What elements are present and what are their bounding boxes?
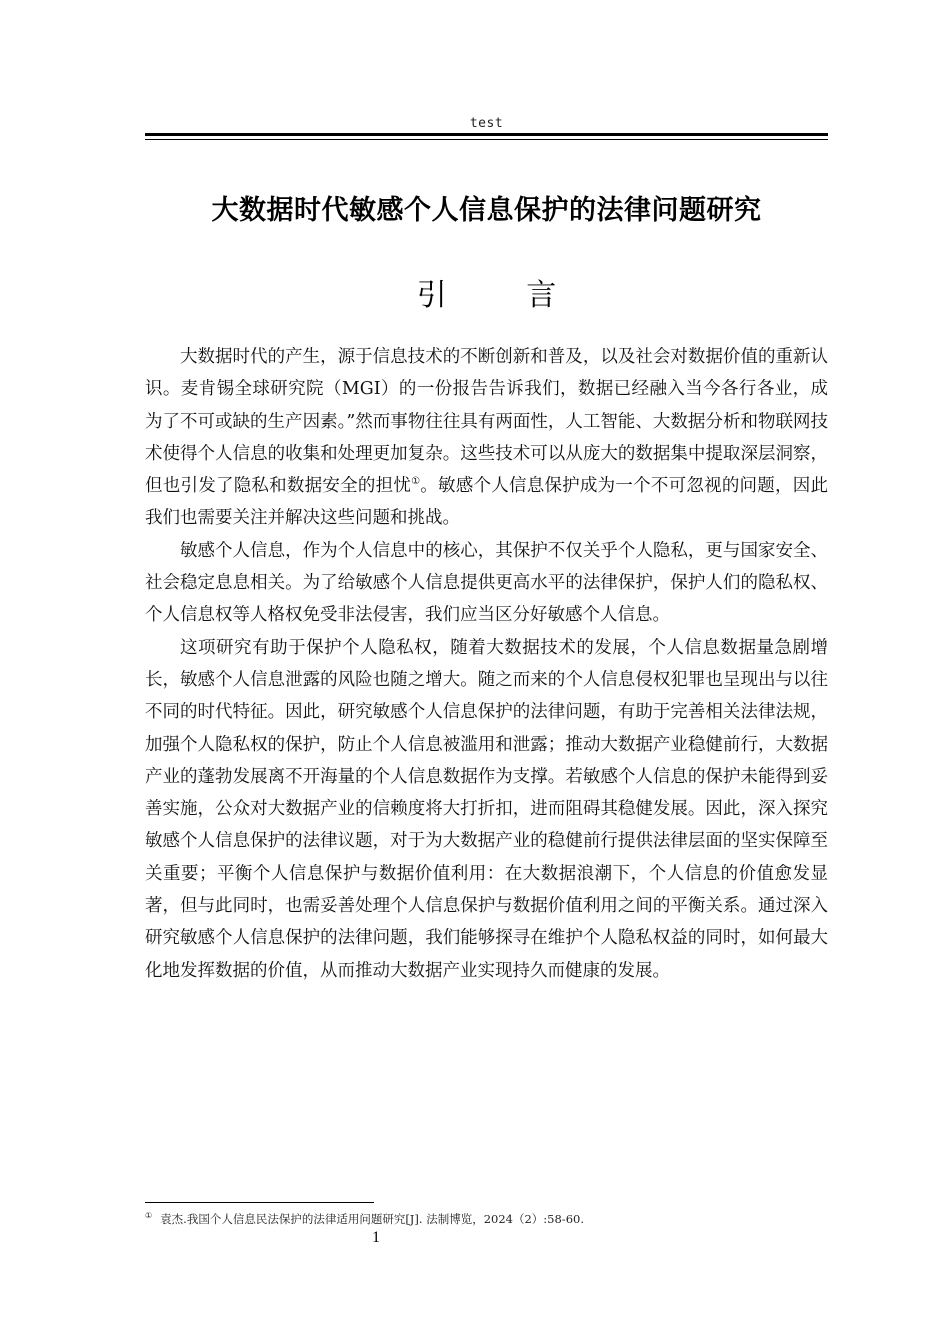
section-title: 引 言 bbox=[416, 278, 581, 313]
paragraph-3: 这项研究有助于保护个人隐私权，随着大数据技术的发展，个人信息数据量急剧增长，敏感个人信息泄露的风险也随之增大。随之而来的个人信息侵权犯罪也呈现出与以往不同的时代特征。因此，研究敏感个人信息保护的法律问题，有助于完善相关法律法规，加强个人隐私权的保护，防止个人信息被滥用和泄露；推动大数据产业稳健前行，大数据产业的蓬勃发展离不开海量的个人信息数据作为支撑。若敏感个人信息的保护未能得到妥善实施，公众对大数据产业的信赖度将大打折扣，进而阻碍其稳健发展。因此，深入探究敏感个人信息保护的法律议题，对于为大数据产业的稳健前行提供法律层面的坚实保障至关重要；平衡个人信息保护与数据价值利用：在大数据浪潮下，个人信息的价值愈发显著，但与此同时，也需妥善处理个人信息保护与数据价值利用之间的平衡关系。通过深入研究敏感个人信息保护的法律问题，我们能够探寻在维护个人隐私权益的同时，如何最大化地发挥数据的价值，从而推动大数据产业实现持久而健康的发展。 bbox=[145, 637, 828, 981]
body-text bbox=[145, 341, 828, 987]
document-title: 大数据时代敏感个人信息保护的法律问题研究 bbox=[211, 195, 762, 226]
paragraph-2: 敏感个人信息，作为个人信息中的核心，其保护不仅关乎个人隐私，更与国家安全、社会稳定息息相关。为了给敏感个人信息提供更高水平的法律保护，保护人们的隐私权、个人信息权等人格权免受非法侵害，我们应当区分好敏感个人信息。 bbox=[145, 540, 828, 626]
header-rule-thick bbox=[145, 133, 828, 136]
footnote bbox=[145, 1211, 828, 1227]
footnote-mark: ① bbox=[145, 1211, 153, 1221]
header-rule-thin bbox=[145, 139, 828, 140]
footnote-reference[interactable]: ① bbox=[411, 476, 421, 488]
footnote-separator bbox=[145, 1202, 374, 1203]
running-header: test bbox=[469, 116, 504, 131]
footnote-text: 袁杰.我国个人信息民法保护的法律适用问题研究[J]. 法制博览，2024（2）:58-60. bbox=[160, 1212, 584, 1226]
page-number: 1 bbox=[372, 1229, 380, 1246]
paragraph-1-text: 大数据时代的产生，源于信息技术的不断创新和普及，以及社会对数据价值的重新认识。麦肯锡全球研究院（MGI）的一份报告告诉我们，数据已经融入当今各行各业，成为了不可或缺的生产因素。”然而事物往往具有两面性，人工智能、大数据分析和物联网技术使得个人信息的收集和处理更加复杂。这些技术可以从庞大的数据集中提取深层洞察，但也引发了隐私和数据安全的担忧 bbox=[145, 347, 828, 497]
paragraph-1-text-cont: 。敏感个人信息保护成为一个不可忽视的问题，因此我们也需要关注并解决这些问题和挑战。 bbox=[145, 476, 829, 529]
paragraph-1 bbox=[145, 341, 828, 535]
